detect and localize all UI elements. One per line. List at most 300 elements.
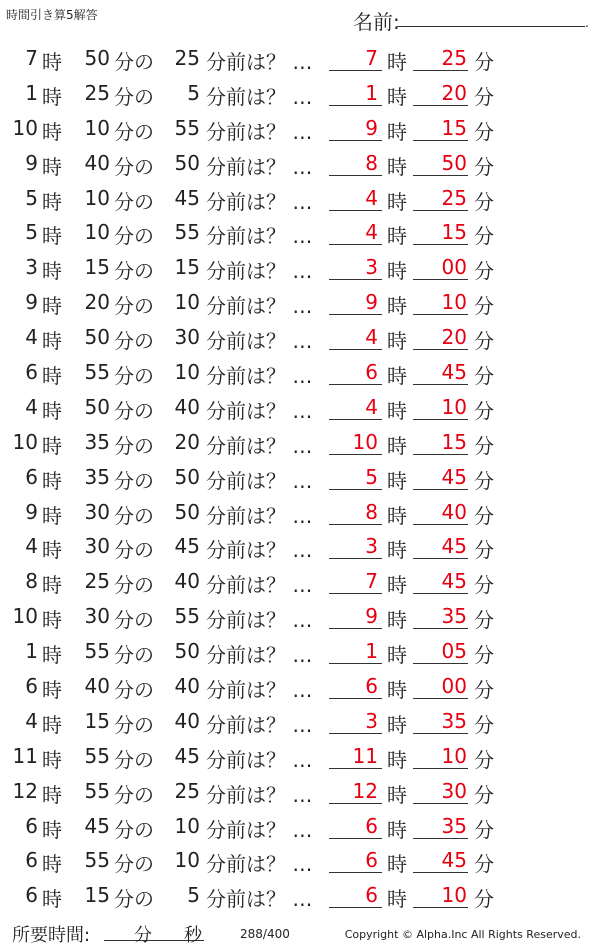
answer-hour: 6: [365, 674, 378, 699]
answer-hour-label: 時: [387, 608, 407, 633]
problem-hour: 6: [25, 813, 38, 838]
answer-hour: 9: [365, 604, 378, 629]
worksheet-title: 時間引き算5解答: [6, 8, 98, 22]
problem-hour: 6: [25, 674, 38, 699]
answer-minute: 10: [441, 883, 467, 908]
minutes-before-label: 分前は？ …: [206, 329, 313, 354]
problem-subtract: 5: [187, 80, 200, 105]
answer-hour: 6: [365, 360, 378, 385]
answer-hour-line[interactable]: [329, 907, 382, 908]
answer-hour: 12: [352, 778, 378, 803]
answer-minute-label: 分: [474, 364, 494, 389]
answer-hour-label: 時: [387, 50, 407, 74]
answer-minute-line[interactable]: [413, 175, 468, 176]
answer-minute: 45: [441, 569, 467, 594]
hour-label: 時: [42, 50, 62, 74]
minutes-unit: 分: [134, 925, 152, 946]
answer-minute-line[interactable]: [413, 70, 468, 71]
name-label: 名前:: [353, 10, 400, 34]
minute-of-label: 分の: [114, 747, 154, 772]
problem-hour: 9: [25, 290, 38, 315]
minute-of-label: 分の: [114, 84, 154, 109]
answer-hour-line[interactable]: [329, 733, 382, 734]
answer-minute-line[interactable]: [413, 872, 468, 873]
answer-hour-label: 時: [387, 294, 407, 319]
hour-label: 時: [42, 154, 62, 179]
answer-minute: 35: [441, 708, 467, 733]
answer-minute-label: 分: [474, 817, 494, 842]
minutes-before-label: 分前は？ …: [206, 189, 313, 214]
problem-minute: 40: [84, 150, 110, 175]
answer-minute-line[interactable]: [413, 803, 468, 804]
problem-hour: 4: [25, 325, 38, 350]
minute-of-label: 分の: [114, 224, 154, 249]
page-number: 288/400: [240, 927, 290, 941]
answer-minute: 15: [441, 115, 467, 140]
answer-minute-line[interactable]: [413, 907, 468, 908]
answer-minute-line[interactable]: [413, 349, 468, 350]
minutes-before-label: 分前は？ …: [206, 468, 313, 493]
problem-row: [0, 526, 600, 561]
answer-minute-line[interactable]: [413, 210, 468, 211]
minute-of-label: 分の: [114, 887, 154, 912]
minute-of-label: 分の: [114, 364, 154, 389]
answer-hour-line[interactable]: [329, 105, 382, 106]
answer-hour-label: 時: [387, 154, 407, 179]
minutes-before-label: 分前は？ …: [206, 887, 313, 912]
problem-hour: 9: [25, 499, 38, 524]
problem-minute: 15: [84, 883, 110, 908]
time-required-label: 所要時間:: [12, 925, 91, 946]
answer-hour: 3: [365, 534, 378, 559]
answer-minute-line[interactable]: [413, 838, 468, 839]
answer-minute-label: 分: [474, 678, 494, 703]
minutes-before-label: 分前は？ …: [206, 84, 313, 109]
answer-minute-label: 分: [474, 154, 494, 179]
answer-minute-line[interactable]: [413, 524, 468, 525]
problem-minute: 40: [84, 674, 110, 699]
answer-hour-label: 時: [387, 852, 407, 877]
answer-hour: 4: [365, 185, 378, 210]
problem-minute: 50: [84, 394, 110, 419]
answer-minute: 30: [441, 778, 467, 803]
problem-minute: 55: [84, 360, 110, 385]
hour-label: 時: [42, 887, 62, 912]
answer-minute: 35: [441, 813, 467, 838]
answer-hour: 1: [365, 639, 378, 664]
problem-subtract: 30: [174, 325, 200, 350]
problem-hour: 12: [12, 778, 38, 803]
answer-minute-label: 分: [474, 468, 494, 493]
answer-minute-line[interactable]: [413, 593, 468, 594]
problem-row: [0, 840, 600, 875]
problem-row: [0, 143, 600, 178]
minutes-before-label: 分前は？ …: [206, 747, 313, 772]
minute-of-label: 分の: [114, 538, 154, 563]
problem-row: [0, 178, 600, 213]
problem-hour: 10: [12, 604, 38, 629]
problem-minute: 15: [84, 255, 110, 280]
answer-hour-label: 時: [387, 259, 407, 284]
answer-minute-line[interactable]: [413, 105, 468, 106]
hour-label: 時: [42, 259, 62, 284]
problem-row: [0, 631, 600, 666]
answer-minute-line[interactable]: [413, 489, 468, 490]
minutes-before-label: 分前は？ …: [206, 294, 313, 319]
name-line[interactable]: [397, 26, 585, 27]
hour-label: 時: [42, 468, 62, 493]
answer-minute: 45: [441, 464, 467, 489]
answer-minute-line[interactable]: [413, 419, 468, 420]
answer-hour-label: 時: [387, 224, 407, 249]
answer-minute: 45: [441, 534, 467, 559]
problem-row: [0, 875, 600, 910]
problem-minute: 25: [84, 569, 110, 594]
hour-label: 時: [42, 643, 62, 668]
problem-subtract: 45: [174, 534, 200, 559]
answer-minute-label: 分: [474, 433, 494, 458]
problem-hour: 10: [12, 429, 38, 454]
problem-subtract: 40: [174, 569, 200, 594]
answer-hour-label: 時: [387, 119, 407, 144]
answer-hour-line[interactable]: [329, 279, 382, 280]
problem-row: [0, 596, 600, 631]
problem-row: [0, 561, 600, 596]
minutes-before-label: 分前は？ …: [206, 712, 313, 737]
problem-minute: 50: [84, 325, 110, 350]
problem-minute: 50: [84, 46, 110, 70]
hour-label: 時: [42, 84, 62, 109]
problem-hour: 9: [25, 150, 38, 175]
hour-label: 時: [42, 503, 62, 528]
hour-label: 時: [42, 224, 62, 249]
minute-of-label: 分の: [114, 712, 154, 737]
answer-hour: 8: [365, 499, 378, 524]
answer-hour: 4: [365, 325, 378, 350]
problem-subtract: 40: [174, 674, 200, 699]
hour-label: 時: [42, 573, 62, 598]
hour-label: 時: [42, 712, 62, 737]
problem-subtract: 55: [174, 604, 200, 629]
problem-hour: 4: [25, 394, 38, 419]
problem-hour: 3: [25, 255, 38, 280]
answer-hour-label: 時: [387, 782, 407, 807]
answer-minute: 25: [441, 185, 467, 210]
answer-minute-line[interactable]: [413, 244, 468, 245]
minutes-before-label: 分前は？ …: [206, 154, 313, 179]
answer-hour: 8: [365, 150, 378, 175]
answer-minute: 15: [441, 220, 467, 245]
problem-subtract: 55: [174, 115, 200, 140]
answer-hour-line[interactable]: [329, 663, 382, 664]
problem-minute: 30: [84, 604, 110, 629]
answer-hour: 11: [352, 743, 378, 768]
answer-minute-line[interactable]: [413, 698, 468, 699]
answer-hour-line[interactable]: [329, 524, 382, 525]
answer-minute-line[interactable]: [413, 558, 468, 559]
answer-hour: 7: [365, 46, 378, 70]
answer-hour-line[interactable]: [329, 768, 382, 769]
minutes-before-label: 分前は？ …: [206, 852, 313, 877]
answer-minute: 05: [441, 639, 467, 664]
problem-row: [0, 771, 600, 806]
problem-subtract: 20: [174, 429, 200, 454]
answer-minute: 40: [441, 499, 467, 524]
answer-hour-line[interactable]: [329, 698, 382, 699]
problem-row: [0, 73, 600, 108]
answer-minute: 10: [441, 290, 467, 315]
answer-hour: 1: [365, 80, 378, 105]
answer-minute: 35: [441, 604, 467, 629]
answer-hour-label: 時: [387, 364, 407, 389]
minute-of-label: 分の: [114, 259, 154, 284]
answer-hour-label: 時: [387, 84, 407, 109]
answer-minute: 15: [441, 429, 467, 454]
minute-of-label: 分の: [114, 608, 154, 633]
answer-hour-label: 時: [387, 817, 407, 842]
answer-minute-line[interactable]: [413, 733, 468, 734]
answer-hour-line[interactable]: [329, 838, 382, 839]
problem-subtract: 50: [174, 639, 200, 664]
answer-hour-line[interactable]: [329, 454, 382, 455]
problem-hour: 6: [25, 464, 38, 489]
minute-of-label: 分の: [114, 782, 154, 807]
problem-subtract: 50: [174, 499, 200, 524]
answer-minute: 20: [441, 325, 467, 350]
minutes-before-label: 分前は？ …: [206, 50, 313, 74]
problem-hour: 4: [25, 708, 38, 733]
minutes-before-label: 分前は？ …: [206, 433, 313, 458]
minute-of-label: 分の: [114, 503, 154, 528]
problem-row: [0, 317, 600, 352]
hour-label: 時: [42, 119, 62, 144]
answer-hour: 7: [365, 569, 378, 594]
answer-hour-line[interactable]: [329, 175, 382, 176]
minutes-before-label: 分前は？ …: [206, 643, 313, 668]
minutes-before-label: 分前は？ …: [206, 503, 313, 528]
answer-minute-label: 分: [474, 329, 494, 354]
minute-of-label: 分の: [114, 294, 154, 319]
problem-minute: 10: [84, 185, 110, 210]
answer-minute-line[interactable]: [413, 384, 468, 385]
answer-hour-label: 時: [387, 468, 407, 493]
answer-minute: 45: [441, 360, 467, 385]
minutes-before-label: 分前は？ …: [206, 224, 313, 249]
problem-minute: 35: [84, 464, 110, 489]
answer-minute: 50: [441, 150, 467, 175]
problem-hour: 11: [12, 743, 38, 768]
problem-row: [0, 212, 600, 247]
minute-of-label: 分の: [114, 468, 154, 493]
answer-minute: 00: [441, 255, 467, 280]
problem-row: [0, 666, 600, 701]
answer-hour-label: 時: [387, 712, 407, 737]
hour-label: 時: [42, 852, 62, 877]
problem-subtract: 55: [174, 220, 200, 245]
answer-hour-line[interactable]: [329, 628, 382, 629]
problem-subtract: 10: [174, 360, 200, 385]
problem-subtract: 40: [174, 708, 200, 733]
answer-minute-label: 分: [474, 747, 494, 772]
problem-subtract: 10: [174, 848, 200, 873]
problem-hour: 6: [25, 883, 38, 908]
hour-label: 時: [42, 747, 62, 772]
hour-label: 時: [42, 189, 62, 214]
problem-minute: 55: [84, 848, 110, 873]
answer-minute-label: 分: [474, 119, 494, 144]
problem-minute: 10: [84, 220, 110, 245]
answer-minute-label: 分: [474, 712, 494, 737]
hour-label: 時: [42, 782, 62, 807]
answer-minute-line[interactable]: [413, 663, 468, 664]
answer-minute-label: 分: [474, 887, 494, 912]
answer-minute: 10: [441, 743, 467, 768]
answer-hour: 10: [352, 429, 378, 454]
problem-subtract: 10: [174, 290, 200, 315]
minutes-before-label: 分前は？ …: [206, 608, 313, 633]
problem-row: [0, 38, 600, 73]
problem-list: [0, 38, 600, 910]
answer-minute-label: 分: [474, 294, 494, 319]
answer-hour-label: 時: [387, 887, 407, 912]
answer-hour: 4: [365, 394, 378, 419]
answer-minute-label: 分: [474, 782, 494, 807]
problem-subtract: 25: [174, 46, 200, 70]
problem-subtract: 15: [174, 255, 200, 280]
problem-minute: 30: [84, 534, 110, 559]
problem-minute: 35: [84, 429, 110, 454]
problem-subtract: 50: [174, 150, 200, 175]
minute-of-label: 分の: [114, 817, 154, 842]
problem-minute: 55: [84, 778, 110, 803]
problem-minute: 55: [84, 639, 110, 664]
answer-minute-label: 分: [474, 189, 494, 214]
minute-of-label: 分の: [114, 643, 154, 668]
problem-hour: 1: [25, 639, 38, 664]
answer-hour-line[interactable]: [329, 419, 382, 420]
minutes-before-label: 分前は？ …: [206, 259, 313, 284]
answer-hour-line[interactable]: [329, 872, 382, 873]
problem-subtract: 50: [174, 464, 200, 489]
minutes-before-label: 分前は？ …: [206, 119, 313, 144]
minutes-before-label: 分前は？ …: [206, 538, 313, 563]
hour-label: 時: [42, 398, 62, 423]
answer-minute-line[interactable]: [413, 768, 468, 769]
answer-hour-label: 時: [387, 573, 407, 598]
hour-label: 時: [42, 538, 62, 563]
problem-row: [0, 492, 600, 527]
problem-subtract: 5: [187, 883, 200, 908]
problem-hour: 1: [25, 80, 38, 105]
answer-minute-label: 分: [474, 84, 494, 109]
problem-row: [0, 282, 600, 317]
answer-minute-label: 分: [474, 608, 494, 633]
minute-of-label: 分の: [114, 852, 154, 877]
answer-hour-label: 時: [387, 189, 407, 214]
answer-hour: 9: [365, 290, 378, 315]
problem-subtract: 40: [174, 394, 200, 419]
answer-minute-label: 分: [474, 538, 494, 563]
answer-hour-line[interactable]: [329, 70, 382, 71]
problem-hour: 5: [25, 185, 38, 210]
answer-hour-line[interactable]: [329, 384, 382, 385]
minutes-before-label: 分前は？ …: [206, 782, 313, 807]
answer-hour-line[interactable]: [329, 210, 382, 211]
problem-subtract: 10: [174, 813, 200, 838]
minutes-before-label: 分前は？ …: [206, 678, 313, 703]
answer-minute-label: 分: [474, 398, 494, 423]
problem-minute: 10: [84, 115, 110, 140]
minute-of-label: 分の: [114, 189, 154, 214]
answer-hour-label: 時: [387, 503, 407, 528]
hour-label: 時: [42, 608, 62, 633]
problem-row: [0, 806, 600, 841]
answer-hour-line[interactable]: [329, 803, 382, 804]
hour-label: 時: [42, 433, 62, 458]
answer-minute: 45: [441, 848, 467, 873]
answer-hour-line[interactable]: [329, 349, 382, 350]
hour-label: 時: [42, 678, 62, 703]
hour-label: 時: [42, 329, 62, 354]
minutes-before-label: 分前は？ …: [206, 364, 313, 389]
problem-row: [0, 247, 600, 282]
answer-hour-line[interactable]: [329, 244, 382, 245]
answer-minute-line[interactable]: [413, 454, 468, 455]
seconds-unit: 秒: [184, 925, 202, 946]
minutes-before-label: 分前は？ …: [206, 398, 313, 423]
answer-hour-label: 時: [387, 678, 407, 703]
problem-subtract: 25: [174, 778, 200, 803]
answer-minute-line[interactable]: [413, 314, 468, 315]
answer-minute-line[interactable]: [413, 279, 468, 280]
answer-hour-label: 時: [387, 433, 407, 458]
answer-hour: 3: [365, 255, 378, 280]
answer-hour-label: 時: [387, 643, 407, 668]
problem-row: [0, 108, 600, 143]
answer-hour: 5: [365, 464, 378, 489]
problem-minute: 20: [84, 290, 110, 315]
problem-minute: 15: [84, 708, 110, 733]
problem-hour: 5: [25, 220, 38, 245]
problem-row: [0, 352, 600, 387]
problem-row: [0, 701, 600, 736]
minutes-before-label: 分前は？ …: [206, 573, 313, 598]
answer-minute-line[interactable]: [413, 628, 468, 629]
problem-hour: 6: [25, 848, 38, 873]
answer-hour-line[interactable]: [329, 140, 382, 141]
minute-of-label: 分の: [114, 329, 154, 354]
answer-minute-label: 分: [474, 573, 494, 598]
answer-minute-label: 分: [474, 852, 494, 877]
answer-hour-line[interactable]: [329, 489, 382, 490]
answer-hour-line[interactable]: [329, 314, 382, 315]
copyright: Copyright © Alpha.Inc All Rights Reserved.: [344, 928, 581, 941]
problem-minute: 25: [84, 80, 110, 105]
minutes-before-label: 分前は？ …: [206, 817, 313, 842]
problem-minute: 30: [84, 499, 110, 524]
problem-minute: 55: [84, 743, 110, 768]
answer-hour-line[interactable]: [329, 558, 382, 559]
answer-hour: 6: [365, 883, 378, 908]
answer-hour: 6: [365, 848, 378, 873]
answer-hour-label: 時: [387, 538, 407, 563]
answer-hour-label: 時: [387, 329, 407, 354]
answer-hour-label: 時: [387, 398, 407, 423]
answer-hour-line[interactable]: [329, 593, 382, 594]
problem-hour: 8: [25, 569, 38, 594]
answer-minute-line[interactable]: [413, 140, 468, 141]
problem-subtract: 45: [174, 743, 200, 768]
